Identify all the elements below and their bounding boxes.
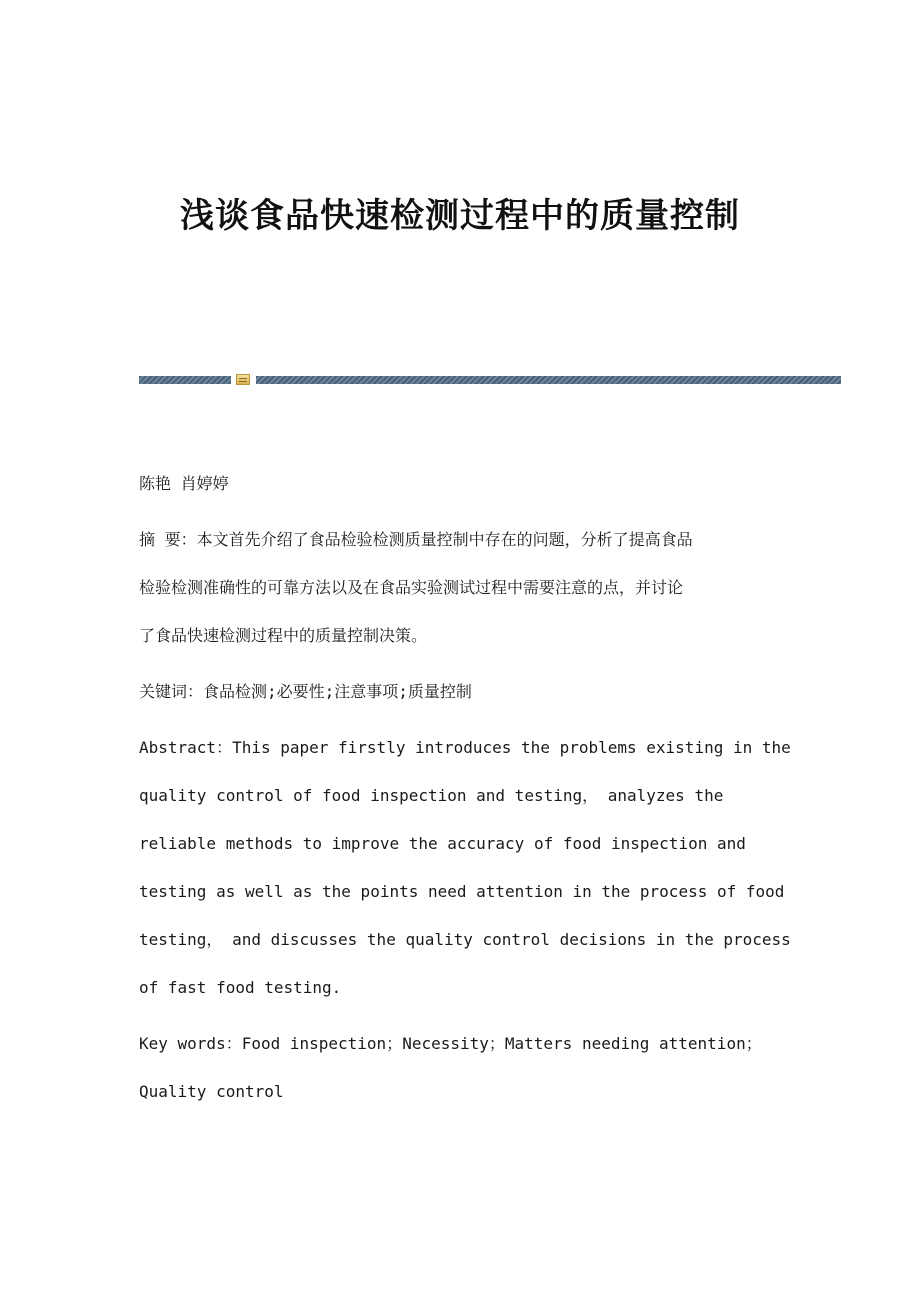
abstract-en-line: testing as well as the points need attention in the process of food (139, 882, 785, 901)
abstract-en-line: testing， and discusses the quality control decisions in the process (139, 930, 791, 949)
title-divider (139, 372, 841, 386)
abstract-en-line: of fast food testing. (139, 978, 342, 997)
abstract-english (139, 724, 791, 1012)
divider-bar-right (256, 376, 841, 384)
keywords-chinese: 关键词：食品检测;必要性;注意事项;质量控制 (139, 682, 472, 701)
paper-title: 浅谈食品快速检测过程中的质量控制 (180, 196, 740, 236)
abstract-cn-line: 摘 要：本文首先介绍了食品检验检测质量控制中存在的问题，分析了提高食品 (139, 530, 693, 549)
abstract-en-line: Abstract：This paper firstly introduces the problems existing in the (139, 738, 791, 757)
keywords-en-line: Key words：Food inspection；Necessity；Matters needing attention； (139, 1034, 762, 1053)
abstract-chinese (139, 516, 693, 660)
abstract-en-line: quality control of food inspection and testing， analyzes the (139, 786, 724, 805)
keywords-en-line: Quality control (139, 1082, 284, 1101)
author-names: 陈艳 肖婷婷 (139, 474, 229, 493)
abstract-en-line: reliable methods to improve the accuracy of food inspection and (139, 834, 746, 853)
keywords-english (139, 1020, 762, 1116)
abstract-cn-line: 了食品快速检测过程中的质量控制决策。 (139, 626, 428, 645)
abstract-cn-line: 检验检测准确性的可靠方法以及在食品实验测试过程中需要注意的点，并讨论 (139, 578, 684, 597)
divider-ornament-icon (236, 374, 250, 385)
divider-bar-left (139, 376, 231, 384)
